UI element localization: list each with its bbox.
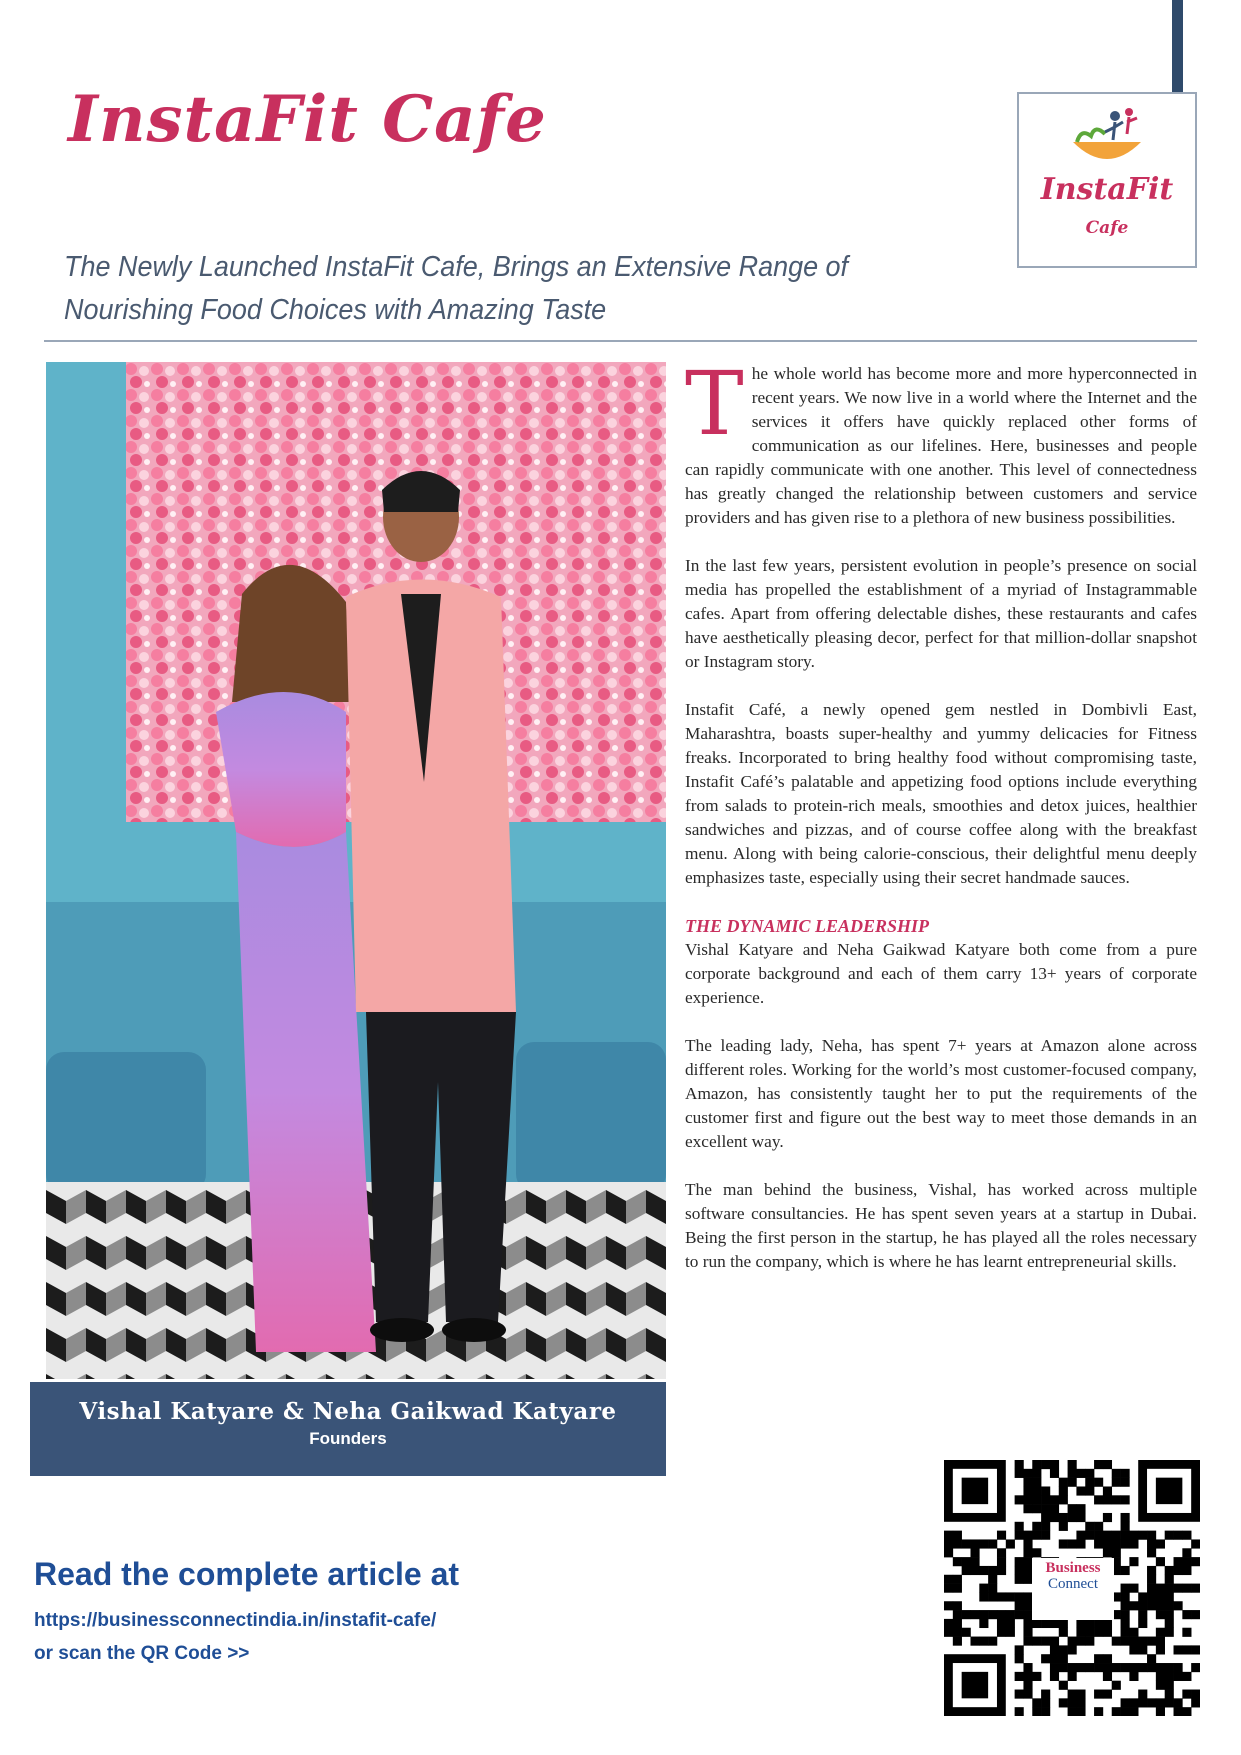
photo-caption	[30, 1382, 666, 1476]
article-subtitle: The Newly Launched InstaFit Cafe, Brings an Extensive Range of Nourishing Food Choices with Amazing Taste	[64, 251, 849, 326]
article-paragraph: Instafit Café, a newly opened gem nestled in Dombivli East, Maharashtra, boasts super-healthy and yummy delicacies for Fitness freaks. Incorporated to bring healthy food without compromising taste, Instafit Café’s palatable and appetizing food options include everything from salads to protein-rich meals, smoothies and detox juices, healthier sandwiches and pizzas, and of course coffee along with the breakfast menu. Along with being calorie-conscious, their delightful menu deeply emphasizes taste, especially using their secret handmade sauces.	[685, 700, 1197, 887]
article-paragraph: Vishal Katyare and Neha Gaikwad Katyare both come from a pure corporate background and each of them carry 13+ years of corporate experience.	[685, 940, 1197, 1007]
qr-code[interactable]	[944, 1460, 1200, 1716]
page-title: InstaFit Cafe	[68, 82, 547, 157]
read-more-heading: Read the complete article at	[34, 1556, 460, 1592]
article-paragraph: The leading lady, Neha, has spent 7+ years at Amazon alone across different roles. Working for the world’s most customer-focused company, Amazon, has consistently taught her to put the requirements of the customer first and figure out the best way to meet those demands in an excellent way.	[685, 1036, 1197, 1151]
logo-subtext: Cafe	[1085, 218, 1129, 238]
caption-names: Vishal Katyare & Neha Gaikwad Katyare	[79, 1398, 617, 1425]
founders-photo	[46, 362, 666, 1379]
scan-instruction: or scan the QR Code >>	[34, 1643, 250, 1664]
logo-bowl-icon	[1067, 106, 1147, 172]
section-heading: THE DYNAMIC LEADERSHIP	[685, 916, 930, 936]
caption-role: Founders	[309, 1429, 387, 1448]
qr-center-badge: Business Connect	[1032, 1558, 1114, 1620]
header-divider	[44, 340, 1197, 342]
article-paragraph: In the last few years, persistent evolution in people’s presence on social media has propelled the establishment of a myriad of Instagrammable cafes. Apart from offering delectable dishes, these restaurants and cafes have aesthetically pleasing decor, perfect for that million-dollar snapshot or Instagram story.	[685, 556, 1197, 671]
top-accent-bar	[1172, 0, 1183, 97]
drop-cap: T	[685, 352, 744, 455]
founders-photo-illustration	[46, 362, 666, 1379]
logo-wordmark: InstaFit	[1040, 172, 1174, 207]
article-paragraph: The whole world has become more and more hyperconnected in recent years. We now live in a world where the Internet and the services it offers have quickly replaced other forms of communication as our lifelines. Here, businesses and people can rapidly communicate with one another. This level of connectedness has greatly changed the relationship between customers and service providers and has given rise to a plethora of new business possibilities.	[685, 352, 1197, 527]
brand-logo	[1017, 92, 1197, 268]
article-link[interactable]: https://businessconnectindia.in/instafit-cafe/	[34, 1610, 437, 1631]
article-paragraph: The man behind the business, Vishal, has worked across multiple software consultancies. He has spent seven years at a startup in Dubai. Being the first person in the startup, he has played all the roles necessary to run the company, which is where he has learnt entrepreneurial skills.	[685, 1180, 1197, 1271]
article-body	[685, 352, 1197, 1298]
